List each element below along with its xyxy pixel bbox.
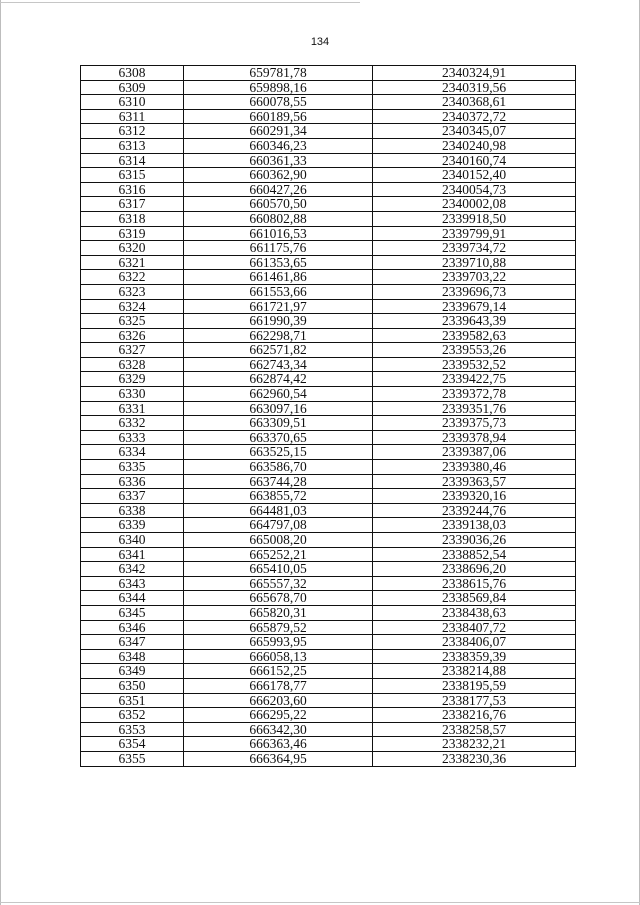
- x-coordinate-cell: 663309,51: [184, 416, 373, 431]
- point-number-cell: 6351: [81, 693, 184, 708]
- y-coordinate-cell: 2339320,16: [373, 489, 576, 504]
- x-coordinate-cell: 665252,21: [184, 547, 373, 562]
- y-coordinate-cell: 2339138,03: [373, 518, 576, 533]
- table-row: [81, 649, 576, 664]
- point-number-cell: 6346: [81, 620, 184, 635]
- x-coordinate-cell: 663744,28: [184, 474, 373, 489]
- table-row: [81, 591, 576, 606]
- x-coordinate-cell: 666203,60: [184, 693, 373, 708]
- table-row: [81, 314, 576, 329]
- table-row: [81, 474, 576, 489]
- table-row: [81, 153, 576, 168]
- x-coordinate-cell: 665678,70: [184, 591, 373, 606]
- point-number-cell: 6353: [81, 722, 184, 737]
- point-number-cell: 6348: [81, 649, 184, 664]
- x-coordinate-cell: 665879,52: [184, 620, 373, 635]
- table-row: [81, 605, 576, 620]
- y-coordinate-cell: 2338407,72: [373, 620, 576, 635]
- table-row: [81, 241, 576, 256]
- point-number-cell: 6319: [81, 226, 184, 241]
- table-row: [81, 255, 576, 270]
- table-row: [81, 576, 576, 591]
- x-coordinate-cell: 663370,65: [184, 430, 373, 445]
- point-number-cell: 6335: [81, 460, 184, 475]
- point-number-cell: 6355: [81, 751, 184, 766]
- y-coordinate-cell: 2339244,76: [373, 503, 576, 518]
- x-coordinate-cell: 662874,42: [184, 372, 373, 387]
- point-number-cell: 6339: [81, 518, 184, 533]
- table-row: [81, 664, 576, 679]
- table-row: [81, 620, 576, 635]
- table-row: [81, 124, 576, 139]
- coordinates-table-body: [81, 66, 576, 767]
- y-coordinate-cell: 2339703,22: [373, 270, 576, 285]
- x-coordinate-cell: 666295,22: [184, 708, 373, 723]
- y-coordinate-cell: 2338230,36: [373, 751, 576, 766]
- table-row: [81, 80, 576, 95]
- x-coordinate-cell: 661016,53: [184, 226, 373, 241]
- point-number-cell: 6328: [81, 357, 184, 372]
- x-coordinate-cell: 662571,82: [184, 343, 373, 358]
- table-row: [81, 445, 576, 460]
- x-coordinate-cell: 661990,39: [184, 314, 373, 329]
- point-number-cell: 6326: [81, 328, 184, 343]
- x-coordinate-cell: 665410,05: [184, 562, 373, 577]
- table-row: [81, 197, 576, 212]
- point-number-cell: 6341: [81, 547, 184, 562]
- table-row: [81, 168, 576, 183]
- table-row: [81, 460, 576, 475]
- point-number-cell: 6338: [81, 503, 184, 518]
- table-row: [81, 372, 576, 387]
- y-coordinate-cell: 2340152,40: [373, 168, 576, 183]
- table-row: [81, 562, 576, 577]
- table-row: [81, 284, 576, 299]
- point-number-cell: 6318: [81, 211, 184, 226]
- point-number-cell: 6331: [81, 401, 184, 416]
- table-row: [81, 328, 576, 343]
- table-row: [81, 416, 576, 431]
- top-scan-rule: [0, 2, 360, 3]
- x-coordinate-cell: 660346,23: [184, 138, 373, 153]
- table-row: [81, 343, 576, 358]
- y-coordinate-cell: 2338852,54: [373, 547, 576, 562]
- point-number-cell: 6312: [81, 124, 184, 139]
- point-number-cell: 6337: [81, 489, 184, 504]
- point-number-cell: 6308: [81, 66, 184, 81]
- y-coordinate-cell: 2340368,61: [373, 95, 576, 110]
- x-coordinate-cell: 665993,95: [184, 635, 373, 650]
- point-number-cell: 6309: [81, 80, 184, 95]
- x-coordinate-cell: 666178,77: [184, 678, 373, 693]
- table-row: [81, 708, 576, 723]
- table-row: [81, 693, 576, 708]
- y-coordinate-cell: 2338195,59: [373, 678, 576, 693]
- y-coordinate-cell: 2338615,76: [373, 576, 576, 591]
- y-coordinate-cell: 2338359,39: [373, 649, 576, 664]
- x-coordinate-cell: 662743,34: [184, 357, 373, 372]
- x-coordinate-cell: 663097,16: [184, 401, 373, 416]
- y-coordinate-cell: 2340324,91: [373, 66, 576, 81]
- x-coordinate-cell: 659898,16: [184, 80, 373, 95]
- y-coordinate-cell: 2339643,39: [373, 314, 576, 329]
- point-number-cell: 6310: [81, 95, 184, 110]
- y-coordinate-cell: 2339710,88: [373, 255, 576, 270]
- table-row: [81, 226, 576, 241]
- table-row: [81, 109, 576, 124]
- point-number-cell: 6350: [81, 678, 184, 693]
- table-row: [81, 95, 576, 110]
- point-number-cell: 6317: [81, 197, 184, 212]
- table-row: [81, 401, 576, 416]
- x-coordinate-cell: 661175,76: [184, 241, 373, 256]
- table-row: [81, 635, 576, 650]
- x-coordinate-cell: 666364,95: [184, 751, 373, 766]
- y-coordinate-cell: 2339734,72: [373, 241, 576, 256]
- point-number-cell: 6315: [81, 168, 184, 183]
- point-number-cell: 6333: [81, 430, 184, 445]
- y-coordinate-cell: 2340372,72: [373, 109, 576, 124]
- x-coordinate-cell: 665008,20: [184, 533, 373, 548]
- table-row: [81, 270, 576, 285]
- y-coordinate-cell: 2339372,78: [373, 387, 576, 402]
- y-coordinate-cell: 2340160,74: [373, 153, 576, 168]
- point-number-cell: 6344: [81, 591, 184, 606]
- point-number-cell: 6311: [81, 109, 184, 124]
- y-coordinate-cell: 2339553,26: [373, 343, 576, 358]
- table-row: [81, 430, 576, 445]
- y-coordinate-cell: 2338569,84: [373, 591, 576, 606]
- x-coordinate-cell: 660570,50: [184, 197, 373, 212]
- point-number-cell: 6314: [81, 153, 184, 168]
- y-coordinate-cell: 2339422,75: [373, 372, 576, 387]
- point-number-cell: 6340: [81, 533, 184, 548]
- table-row: [81, 678, 576, 693]
- y-coordinate-cell: 2339679,14: [373, 299, 576, 314]
- y-coordinate-cell: 2340345,07: [373, 124, 576, 139]
- x-coordinate-cell: 664797,08: [184, 518, 373, 533]
- y-coordinate-cell: 2338214,88: [373, 664, 576, 679]
- point-number-cell: 6336: [81, 474, 184, 489]
- table-row: [81, 518, 576, 533]
- x-coordinate-cell: 660361,33: [184, 153, 373, 168]
- coordinates-table: [80, 65, 576, 767]
- x-coordinate-cell: 660427,26: [184, 182, 373, 197]
- y-coordinate-cell: 2338177,53: [373, 693, 576, 708]
- table-row: [81, 387, 576, 402]
- y-coordinate-cell: 2340240,98: [373, 138, 576, 153]
- table-row: [81, 751, 576, 766]
- x-coordinate-cell: 665557,32: [184, 576, 373, 591]
- x-coordinate-cell: 664481,03: [184, 503, 373, 518]
- point-number-cell: 6349: [81, 664, 184, 679]
- table-row: [81, 182, 576, 197]
- y-coordinate-cell: 2338216,76: [373, 708, 576, 723]
- y-coordinate-cell: 2339375,73: [373, 416, 576, 431]
- point-number-cell: 6354: [81, 737, 184, 752]
- x-coordinate-cell: 661721,97: [184, 299, 373, 314]
- y-coordinate-cell: 2339918,50: [373, 211, 576, 226]
- y-coordinate-cell: 2339582,63: [373, 328, 576, 343]
- table-row: [81, 357, 576, 372]
- point-number-cell: 6325: [81, 314, 184, 329]
- x-coordinate-cell: 666058,13: [184, 649, 373, 664]
- point-number-cell: 6347: [81, 635, 184, 650]
- table-row: [81, 489, 576, 504]
- point-number-cell: 6320: [81, 241, 184, 256]
- point-number-cell: 6334: [81, 445, 184, 460]
- point-number-cell: 6327: [81, 343, 184, 358]
- x-coordinate-cell: 659781,78: [184, 66, 373, 81]
- bottom-scan-rule: [0, 902, 640, 903]
- table-row: [81, 211, 576, 226]
- table-row: [81, 299, 576, 314]
- table-row: [81, 66, 576, 81]
- y-coordinate-cell: 2338258,57: [373, 722, 576, 737]
- x-coordinate-cell: 660291,34: [184, 124, 373, 139]
- y-coordinate-cell: 2339363,57: [373, 474, 576, 489]
- x-coordinate-cell: 663525,15: [184, 445, 373, 460]
- point-number-cell: 6324: [81, 299, 184, 314]
- x-coordinate-cell: 666363,46: [184, 737, 373, 752]
- x-coordinate-cell: 665820,31: [184, 605, 373, 620]
- y-coordinate-cell: 2339387,06: [373, 445, 576, 460]
- x-coordinate-cell: 660802,88: [184, 211, 373, 226]
- point-number-cell: 6323: [81, 284, 184, 299]
- x-coordinate-cell: 660078,55: [184, 95, 373, 110]
- point-number-cell: 6345: [81, 605, 184, 620]
- y-coordinate-cell: 2339378,94: [373, 430, 576, 445]
- y-coordinate-cell: 2338696,20: [373, 562, 576, 577]
- x-coordinate-cell: 662960,54: [184, 387, 373, 402]
- y-coordinate-cell: 2338406,07: [373, 635, 576, 650]
- point-number-cell: 6329: [81, 372, 184, 387]
- point-number-cell: 6332: [81, 416, 184, 431]
- x-coordinate-cell: 661353,65: [184, 255, 373, 270]
- y-coordinate-cell: 2340002,08: [373, 197, 576, 212]
- y-coordinate-cell: 2339696,73: [373, 284, 576, 299]
- table-row: [81, 533, 576, 548]
- y-coordinate-cell: 2339380,46: [373, 460, 576, 475]
- point-number-cell: 6343: [81, 576, 184, 591]
- y-coordinate-cell: 2340319,56: [373, 80, 576, 95]
- y-coordinate-cell: 2338438,63: [373, 605, 576, 620]
- table-row: [81, 737, 576, 752]
- table-row: [81, 138, 576, 153]
- point-number-cell: 6313: [81, 138, 184, 153]
- x-coordinate-cell: 663586,70: [184, 460, 373, 475]
- table-row: [81, 722, 576, 737]
- x-coordinate-cell: 660189,56: [184, 109, 373, 124]
- point-number-cell: 6342: [81, 562, 184, 577]
- y-coordinate-cell: 2339351,76: [373, 401, 576, 416]
- x-coordinate-cell: 662298,71: [184, 328, 373, 343]
- y-coordinate-cell: 2339036,26: [373, 533, 576, 548]
- point-number-cell: 6316: [81, 182, 184, 197]
- point-number-cell: 6321: [81, 255, 184, 270]
- table-row: [81, 547, 576, 562]
- y-coordinate-cell: 2338232,21: [373, 737, 576, 752]
- x-coordinate-cell: 661461,86: [184, 270, 373, 285]
- point-number-cell: 6322: [81, 270, 184, 285]
- x-coordinate-cell: 666342,30: [184, 722, 373, 737]
- point-number-cell: 6330: [81, 387, 184, 402]
- x-coordinate-cell: 666152,25: [184, 664, 373, 679]
- x-coordinate-cell: 661553,66: [184, 284, 373, 299]
- page-left-edge: [0, 0, 1, 905]
- y-coordinate-cell: 2339799,91: [373, 226, 576, 241]
- y-coordinate-cell: 2339532,52: [373, 357, 576, 372]
- point-number-cell: 6352: [81, 708, 184, 723]
- page-number: 134: [310, 36, 330, 48]
- y-coordinate-cell: 2340054,73: [373, 182, 576, 197]
- table-row: [81, 503, 576, 518]
- x-coordinate-cell: 660362,90: [184, 168, 373, 183]
- x-coordinate-cell: 663855,72: [184, 489, 373, 504]
